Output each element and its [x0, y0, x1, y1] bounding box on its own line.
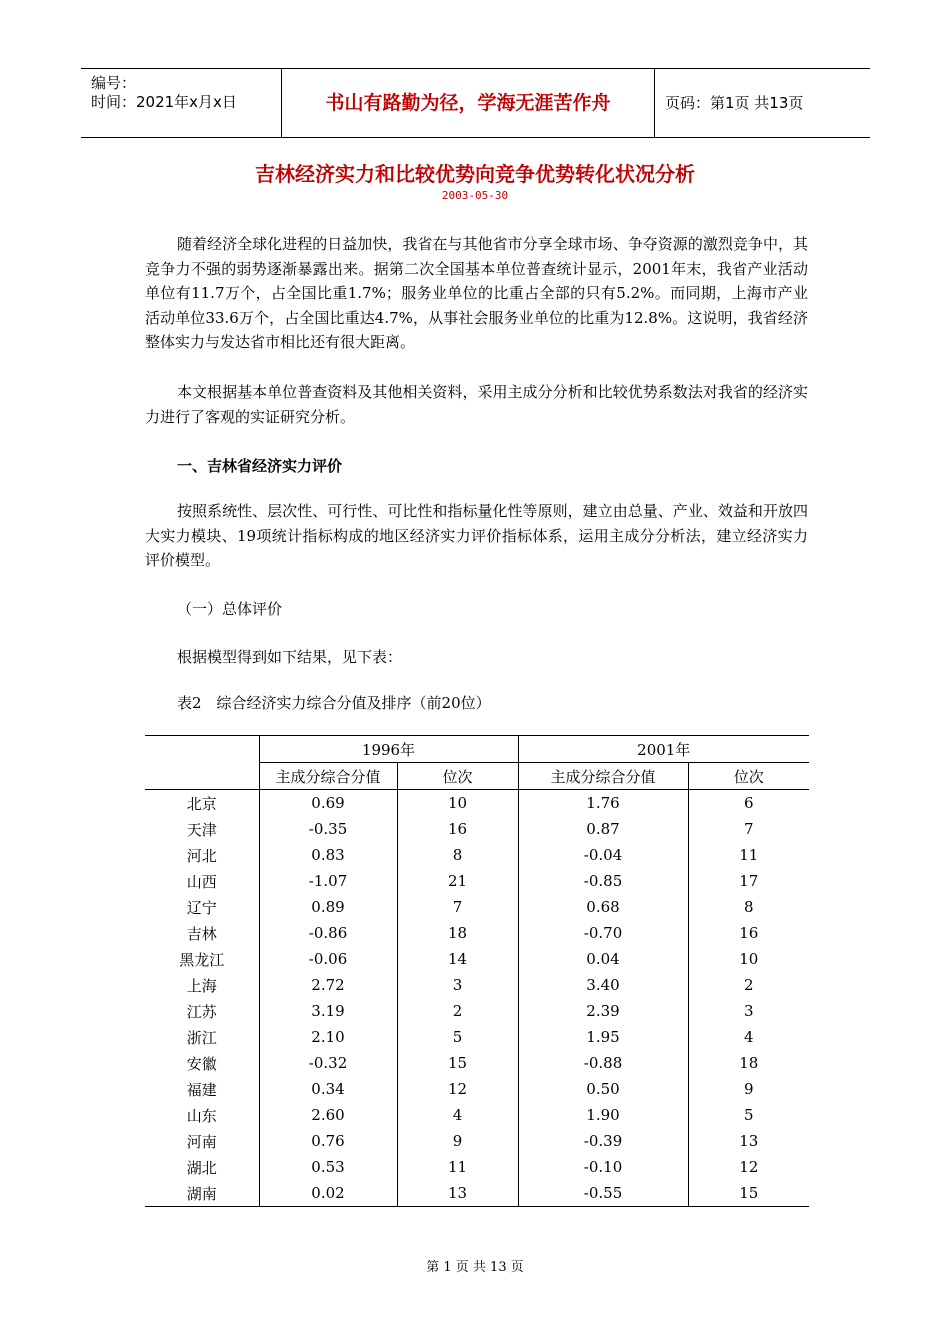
score-2001-cell: -0.04	[518, 842, 688, 868]
region-cell: 吉林	[186, 924, 217, 943]
rank-2001-cell: 18	[688, 1050, 809, 1076]
score-1996-cell: -0.86	[259, 920, 397, 946]
header-score-2001: 主成分综合分值	[518, 763, 688, 790]
table-row	[145, 842, 809, 868]
region-cell: 北京	[186, 794, 217, 813]
score-2001-cell: 2.39	[518, 998, 688, 1024]
score-2001-cell: 1.95	[518, 1024, 688, 1050]
header-page-info: 页码：第1页 共13页	[665, 94, 804, 112]
header-year-1996: 1996年	[259, 736, 518, 763]
table-row	[145, 894, 809, 920]
rank-1996-cell: 10	[397, 790, 518, 817]
rank-1996-cell: 13	[397, 1180, 518, 1207]
header-meta	[81, 69, 282, 137]
region-cell: 江苏	[186, 1002, 217, 1021]
table-caption: 表2 综合经济实力综合分值及排序（前20位）	[177, 694, 491, 712]
region-cell: 黑龙江	[179, 950, 225, 969]
rank-1996-cell: 4	[397, 1102, 518, 1128]
score-2001-cell: -0.39	[518, 1128, 688, 1154]
paragraph-model: 按照系统性、层次性、可行性、可比性和指标量化性等原则，建立由总量、产业、效益和开放四大实力模块、19项统计指标构成的地区经济实力评价指标体系，运用主成分分析法，建立经济实力评价模型。	[145, 502, 808, 569]
region-cell: 山西	[186, 872, 217, 891]
paragraph-method: 本文根据基本单位普查资料及其他相关资料，采用主成分分析和比较优势系数法对我省的经济实力进行了客观的实证研究分析。	[145, 383, 808, 426]
header-rank-2001: 位次	[688, 763, 809, 790]
score-1996-cell: 2.10	[259, 1024, 397, 1050]
rank-2001-cell: 15	[688, 1180, 809, 1207]
table-row	[145, 816, 809, 842]
header-year-2001: 2001年	[518, 736, 809, 763]
score-2001-cell: -0.85	[518, 868, 688, 894]
rank-1996-cell: 8	[397, 842, 518, 868]
table-row	[145, 868, 809, 894]
table-row	[145, 1024, 809, 1050]
economic-strength-table	[145, 735, 809, 1207]
score-2001-cell: -0.10	[518, 1154, 688, 1180]
document-header	[81, 68, 870, 138]
header-score-1996: 主成分综合分值	[259, 763, 397, 790]
rank-1996-cell: 2	[397, 998, 518, 1024]
rank-2001-cell: 12	[688, 1154, 809, 1180]
rank-1996-cell: 15	[397, 1050, 518, 1076]
rank-2001-cell: 11	[688, 842, 809, 868]
table-row	[145, 946, 809, 972]
rank-1996-cell: 11	[397, 1154, 518, 1180]
region-cell: 山东	[186, 1106, 217, 1125]
score-1996-cell: 0.76	[259, 1128, 397, 1154]
paragraph-result-intro: 根据模型得到如下结果，见下表：	[177, 648, 403, 666]
region-cell: 湖南	[145, 1180, 259, 1207]
rank-2001-cell: 2	[688, 972, 809, 998]
score-2001-cell: -0.88	[518, 1050, 688, 1076]
score-1996-cell: -0.32	[259, 1050, 397, 1076]
score-1996-cell: 0.02	[259, 1180, 397, 1207]
score-2001-cell: -0.55	[518, 1180, 688, 1207]
header-rank-1996: 位次	[397, 763, 518, 790]
region-cell: 福建	[186, 1080, 217, 1099]
table-row	[145, 920, 809, 946]
rank-1996-cell: 14	[397, 946, 518, 972]
table-header-row-columns	[145, 763, 809, 790]
rank-1996-cell: 3	[397, 972, 518, 998]
table-row	[145, 1180, 809, 1207]
table-row	[145, 1050, 809, 1076]
region-cell: 浙江	[186, 1028, 217, 1047]
region-cell: 河北	[186, 846, 217, 865]
rank-1996-cell: 12	[397, 1076, 518, 1102]
table-row	[145, 1076, 809, 1102]
score-2001-cell: 0.68	[518, 894, 688, 920]
table-row	[145, 1102, 809, 1128]
score-1996-cell: -0.35	[259, 816, 397, 842]
region-cell: 辽宁	[186, 898, 217, 917]
rank-1996-cell: 18	[397, 920, 518, 946]
header-empty-cell	[145, 736, 259, 763]
rank-2001-cell: 5	[688, 1102, 809, 1128]
score-1996-cell: 0.89	[259, 894, 397, 920]
score-2001-cell: -0.70	[518, 920, 688, 946]
article-title: 吉林经济实力和比较优势向竞争优势转化状况分析	[255, 162, 695, 186]
rank-1996-cell: 21	[397, 868, 518, 894]
region-cell: 上海	[186, 976, 217, 995]
region-cell: 湖北	[186, 1158, 217, 1177]
score-2001-cell: 0.87	[518, 816, 688, 842]
rank-1996-cell: 5	[397, 1024, 518, 1050]
score-1996-cell: 0.53	[259, 1154, 397, 1180]
table-header-row-years	[145, 736, 809, 763]
region-cell: 河南	[186, 1132, 217, 1151]
paragraph-intro: 随着经济全球化进程的日益加快，我省在与其他省市分享全球市场、争夺资源的激烈竞争中，其竞争力不强的弱势逐渐暴露出来。据第二次全国基本单位普查统计显示，2001年末，我省产业活动单位有11.7万个，占全国比重1.7%；服务业单位的比重占全部的只有5.2%。而同期，上海市产业活动单位33.6万个，占全国比重达4.7%，从事社会服务业单位的比重为12.8%。这说明，我省经济整体实力与发达省市相比还有很大距离。	[145, 235, 808, 351]
header-time: 时间：2021年x月x日	[91, 93, 237, 111]
article-date: 2003-05-30	[441, 189, 509, 202]
rank-2001-cell: 6	[688, 790, 809, 817]
score-1996-cell: 0.69	[259, 790, 397, 817]
rank-2001-cell: 8	[688, 894, 809, 920]
rank-2001-cell: 9	[688, 1076, 809, 1102]
rank-2001-cell: 4	[688, 1024, 809, 1050]
region-cell: 安徽	[186, 1054, 217, 1073]
rank-2001-cell: 10	[688, 946, 809, 972]
score-2001-cell: 0.04	[518, 946, 688, 972]
region-cell: 天津	[186, 820, 217, 839]
table-row	[145, 790, 809, 817]
rank-2001-cell: 13	[688, 1128, 809, 1154]
section-heading: 一、吉林省经济实力评价	[177, 457, 343, 475]
score-1996-cell: -1.07	[259, 868, 397, 894]
subsection-heading: （一）总体评价	[177, 600, 283, 618]
rank-2001-cell: 16	[688, 920, 809, 946]
rank-1996-cell: 7	[397, 894, 518, 920]
score-2001-cell: 1.76	[518, 790, 688, 817]
score-1996-cell: 0.34	[259, 1076, 397, 1102]
score-1996-cell: 2.60	[259, 1102, 397, 1128]
rank-2001-cell: 3	[688, 998, 809, 1024]
score-1996-cell: 3.19	[259, 998, 397, 1024]
table-row	[145, 972, 809, 998]
score-1996-cell: 2.72	[259, 972, 397, 998]
rank-2001-cell: 7	[688, 816, 809, 842]
rank-1996-cell: 9	[397, 1128, 518, 1154]
table-row	[145, 1154, 809, 1180]
table-row	[145, 1128, 809, 1154]
rank-2001-cell: 17	[688, 868, 809, 894]
score-1996-cell: -0.06	[259, 946, 397, 972]
table-row	[145, 998, 809, 1024]
rank-1996-cell: 16	[397, 816, 518, 842]
header-empty-cell	[145, 763, 259, 790]
page-footer: 第 1 页 共 13 页	[426, 1260, 524, 1275]
score-2001-cell: 3.40	[518, 972, 688, 998]
header-number: 编号：	[91, 74, 137, 92]
score-2001-cell: 0.50	[518, 1076, 688, 1102]
score-1996-cell: 0.83	[259, 842, 397, 868]
score-2001-cell: 1.90	[518, 1102, 688, 1128]
header-motto: 书山有路勤为径，学海无涯苦作舟	[282, 69, 655, 137]
